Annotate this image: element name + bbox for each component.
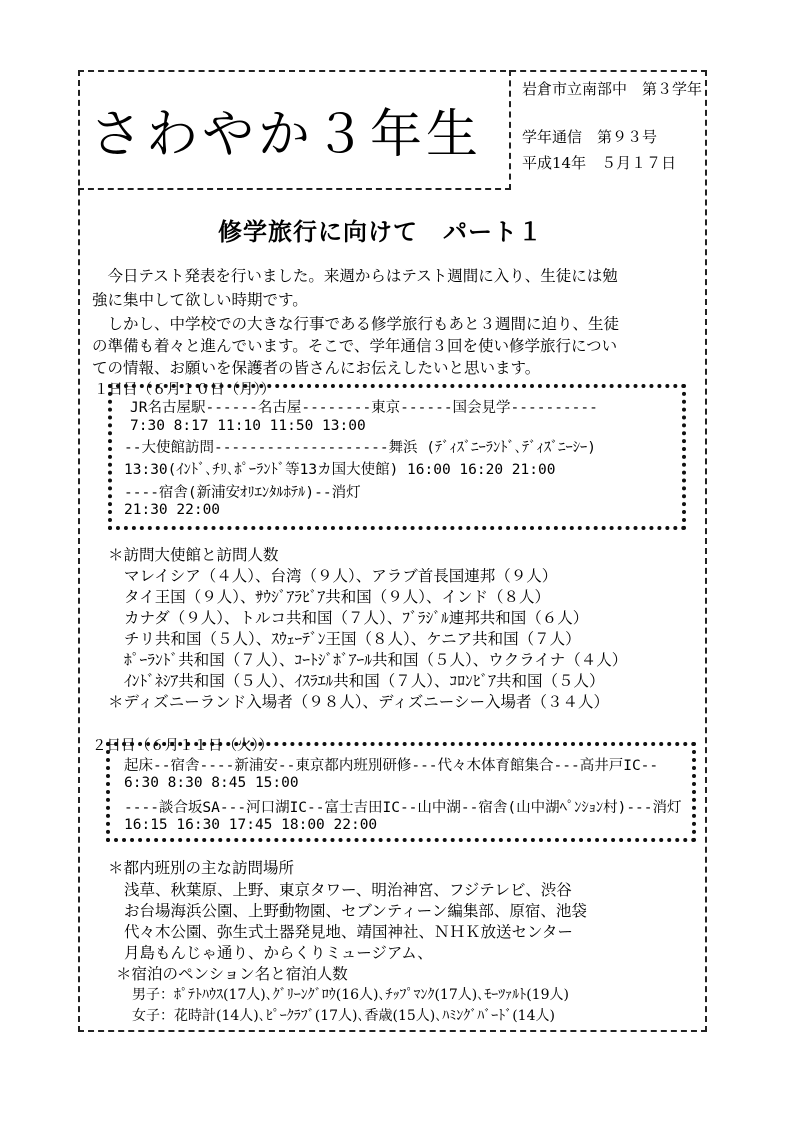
- intro-line: しかし、中学校での大きな行事である修学旅行もあと３週間に迫り、生徒: [92, 315, 620, 333]
- day1-schedule-line: JR名古屋駅------名古屋--------東京------国会見学----------: [130, 400, 598, 416]
- intro-line: の準備も着々と進んでいます。そこで、学年通信３回を使い修学旅行につい: [92, 337, 618, 355]
- day1-schedule-line: 13:30(ｲﾝﾄﾞ､ﾁﾘ､ﾎﾟｰﾗﾝﾄﾞ等13カ国大使館) 16:00 16:20 21:00: [124, 462, 556, 478]
- embassy-line: ﾎﾟｰﾗﾝﾄﾞ共和国（７人）、ｺｰﾄｼﾞﾎﾞｱｰﾙ共和国（５人）、ウクライナ（４人）: [124, 651, 628, 669]
- intro-line: 強に集中して欲しい時期です。: [92, 291, 308, 309]
- disney-visitors: ＊ディズニーランド入場者（９８人）、ディズニーシー入場者（３４人）: [108, 693, 609, 711]
- embassy-line: カナダ（９人）、トルコ共和国（７人）、ﾌﾞﾗｼﾞﾙ連邦共和国（６人）: [124, 609, 589, 627]
- intro-line: ての情報、お願いを保護者の皆さんにお伝えしたいと思います。: [92, 359, 541, 377]
- place-line: 代々木公園、弥生式土器発見地、靖国神社、ＮＨＫ放送センター: [124, 923, 573, 941]
- article-title: 修学旅行に向けて パート１: [218, 218, 543, 246]
- school-name: 岩倉市立南部中 第３学年: [522, 80, 703, 98]
- places-heading: ＊都内班別の主な訪問場所: [108, 859, 295, 877]
- day2-schedule-line: 16:15 16:30 17:45 18:00 22:00: [124, 817, 378, 833]
- place-line: 浅草、秋葉原、上野、東京タワー、明治神宮、フジテレビ、渋谷: [124, 881, 572, 899]
- issue-number: 学年通信 第９３号: [522, 128, 658, 146]
- embassy-line: マレイシア（４人）、台湾（９人）、アラブ首長国連邦（９人）: [124, 567, 558, 585]
- day2-schedule-line: 6:30 8:30 8:45 15:00: [124, 775, 299, 791]
- embassy-line: チリ共和国（５人）、ｽｳｪｰﾃﾞﾝ王国（８人）、ケニア共和国（７人）: [124, 630, 581, 648]
- day1-schedule-line: 21:30 22:00: [124, 502, 221, 518]
- pensions-heading: ＊宿泊のペンション名と宿泊人数: [116, 965, 348, 983]
- issue-date: 平成14年 ５月１７日: [522, 154, 677, 172]
- day1-schedule-line: 7:30 8:17 11:10 11:50 13:00: [130, 418, 366, 434]
- embassy-line: タイ王国（９人）、ｻｳｼﾞｱﾗﾋﾞｱ共和国（９人）、インド（８人）: [124, 588, 550, 606]
- place-line: お台場海浜公園、上野動物園、セブンティーン編集部、原宿、池袋: [124, 902, 587, 920]
- day2-schedule-line: 起床--宿舎----新浦安--東京都内班別研修---代々木体育館集合---高井戸IC--: [124, 758, 659, 774]
- day2-label: ２日目（６月１１日（火））: [92, 738, 274, 754]
- pension-girls: 女子：花時計(14人)､ﾋﾟｰｸﾗﾌﾞ(17人)､香歳(15人)､ﾊﾐﾝｸﾞﾊﾞｰﾄﾞ(14人): [132, 1008, 555, 1024]
- day1-schedule-line: ----宿舎(新浦安ｵﾘｴﾝﾀﾙﾎﾃﾙ)--消灯: [124, 485, 361, 501]
- day1-schedule-line: --大使館訪問--------------------舞浜 (ﾃﾞｨｽﾞﾆｰﾗﾝﾄﾞ､ﾃﾞｨｽﾞﾆｰｼｰ): [124, 440, 596, 456]
- intro-line: 今日テスト発表を行いました。来週からはテスト週間に入り、生徒には勉: [92, 267, 618, 285]
- newsletter-title: さわやか３年生: [90, 105, 483, 165]
- day2-schedule-line: ----談合坂SA---河口湖IC--富士吉田IC--山中湖--宿舎(山中湖ﾍﾟﾝｼｮﾝ村)---消灯: [124, 800, 682, 816]
- pension-boys: 男子：ﾎﾟﾃﾄﾊｳｽ(17人)､ｸﾞﾘｰﾝｸﾞﾛｳ(16人)､ﾁｯﾌﾟﾏﾝｸ(17人)､ﾓｰﾂｧﾙﾄ(19人): [132, 987, 569, 1003]
- embassy-line: ｲﾝﾄﾞﾈｼｱ共和国（５人）、ｲｽﾗｴﾙ共和国（７人）、ｺﾛﾝﾋﾞｱ共和国（５人）: [124, 672, 605, 690]
- place-line: 月島もんじゃ通り、からくりミュージアム、: [124, 944, 433, 962]
- day1-label: １日目（６月１０日（月））: [94, 382, 276, 398]
- embassies-heading: ＊訪問大使館と訪問人数: [108, 546, 279, 564]
